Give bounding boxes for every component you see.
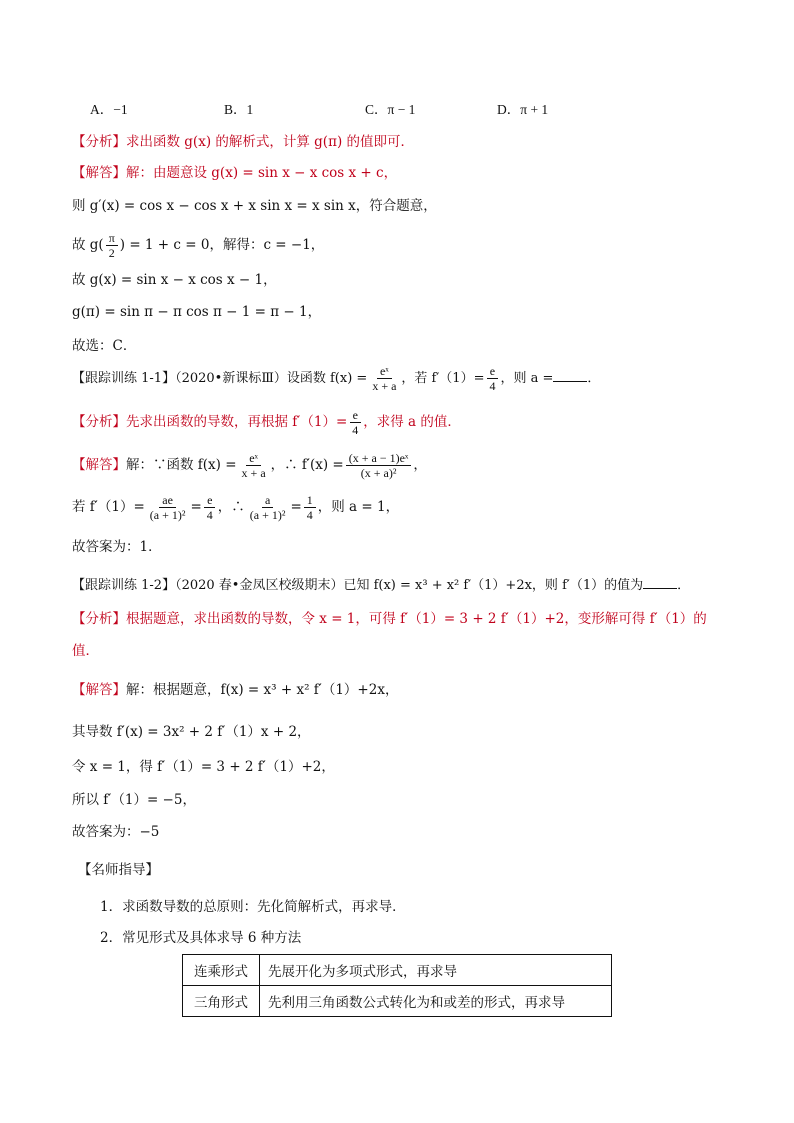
- q0-step4: g(π) = sin π − π cos π − 1 = π − 1，: [72, 304, 322, 320]
- fraction-numerator: eˣ: [377, 364, 392, 379]
- fraction-denominator: x + a: [241, 466, 266, 480]
- solution-text: 解：由题意设 g(x) = sin x − x cos x + c，: [126, 165, 398, 181]
- fraction: [204, 493, 216, 522]
- solution-mid: ，∴ f′(x) =: [270, 457, 344, 473]
- line2-mid3: =: [290, 499, 302, 515]
- fraction: [349, 408, 361, 437]
- q0-analysis: [72, 132, 414, 152]
- q2-solution: [72, 680, 398, 700]
- table-cell-method: 先利用三角函数公式转化为和或差的形式，再求导: [260, 986, 612, 1017]
- q1-analysis: [72, 405, 461, 439]
- fraction: [247, 493, 289, 522]
- step2-pre: 故 g(: [72, 237, 104, 253]
- analysis-tag: 【分析】: [72, 611, 126, 627]
- line2-mid: =: [190, 499, 202, 515]
- q1-title-post: ，则 a =: [500, 371, 554, 386]
- analysis-tag: 【分析】: [72, 414, 126, 430]
- fraction-numerator: ae: [159, 493, 176, 508]
- analysis-post: ，求得 a 的值．: [363, 414, 461, 430]
- table-row: [183, 955, 612, 986]
- table-cell-form: 三角形式: [183, 986, 260, 1017]
- option-c: C．π − 1: [365, 102, 416, 117]
- fraction-denominator: 4: [206, 508, 213, 522]
- analysis-tag: 【分析】: [72, 134, 126, 150]
- q0-step3: 故 g(x) = sin x − x cos x − 1，: [72, 272, 277, 288]
- q1-title-end: ．: [587, 371, 601, 386]
- fraction-numerator: e: [350, 408, 361, 423]
- q1-title: [72, 362, 600, 396]
- fraction-numerator: e: [204, 493, 215, 508]
- solution-tag: 【解答】: [72, 457, 126, 473]
- q1-answer: 故答案为：1．: [72, 539, 162, 555]
- guide-item-2: 2．常见形式及具体求导 6 种方法: [100, 930, 302, 946]
- fraction: [486, 364, 498, 393]
- q1-line2: [72, 490, 399, 524]
- option-b: B．1: [224, 102, 254, 117]
- option-a: A．−1: [90, 102, 128, 117]
- q0-step2: [72, 228, 324, 262]
- fraction-numerator: π: [106, 231, 118, 246]
- analysis-text: 求出函数 g(x) 的解析式，计算 g(π) 的值即可．: [126, 134, 415, 150]
- q2-analysis-cont: 值．: [72, 643, 99, 659]
- fraction-denominator: 4: [306, 508, 313, 522]
- methods-table: [182, 954, 612, 1017]
- q2-step1: 其导数 f′(x) = 3x² + 2 f′（1）x + 2，: [72, 724, 311, 740]
- answer-blank: [643, 576, 677, 589]
- line2-pre: 若 f′（1）=: [72, 499, 145, 515]
- q2-title: [72, 576, 690, 596]
- analysis-pre: 先求出函数的导数，再根据 f′（1）=: [126, 414, 348, 430]
- guide-title: 【名师指导】: [78, 862, 159, 878]
- fraction-numerator: 1: [304, 493, 316, 508]
- fraction-numerator: a: [262, 493, 273, 508]
- q2-title-pre: 【跟踪训练 1-2】（2020 春•金凤区校级期末）已知 f(x) = x³ + x² f′（1）+2x，则 f′（1）的值为: [72, 578, 644, 593]
- fraction-denominator: 2: [108, 246, 115, 260]
- q0-solution: [72, 163, 397, 183]
- fraction-denominator: x + a: [372, 379, 397, 393]
- fraction: [239, 451, 269, 480]
- analysis-line1: 根据题意，求出函数的导数，令 x = 1，可得 f′（1）= 3 + 2 f′（1）+2，变形解可得 f′（1）的: [126, 611, 707, 627]
- q0-conclusion: 故选：C．: [72, 338, 137, 354]
- solution-pre: 解：∵函数 f(x) =: [126, 457, 237, 473]
- q2-step3: 所以 f′（1）= −5，: [72, 792, 196, 808]
- q2-analysis: [72, 609, 707, 629]
- options-row: [72, 100, 722, 120]
- option-d: D．π + 1: [497, 102, 549, 117]
- fraction-numerator: eˣ: [246, 451, 261, 466]
- fraction: [106, 231, 118, 260]
- q2-step2: 令 x = 1，得 f′（1）= 3 + 2 f′（1）+2，: [72, 759, 335, 775]
- fraction: [346, 451, 412, 480]
- fraction-denominator: 4: [489, 379, 496, 393]
- fraction-denominator: (a + 1)²: [149, 508, 186, 522]
- q1-title-mid: ，若 f′（1）=: [401, 371, 485, 386]
- solution-tag: 【解答】: [72, 165, 126, 181]
- fraction: [369, 364, 399, 393]
- fraction-numerator: (x + a − 1)eˣ: [346, 451, 412, 466]
- table-row: [183, 986, 612, 1017]
- fraction-numerator: e: [487, 364, 498, 379]
- q2-title-end: ．: [677, 578, 691, 593]
- line2-post: ，则 a = 1，: [317, 499, 400, 515]
- q1-solution: [72, 448, 427, 482]
- fraction: [147, 493, 189, 522]
- line2-mid2: ，∴: [217, 499, 245, 515]
- q2-answer: 故答案为：−5: [72, 824, 160, 840]
- guide-item-1: 1．求函数导数的总原则：先化简解析式，再求导．: [100, 899, 406, 915]
- solution-post: ，: [413, 457, 427, 473]
- table-cell-method: 先展开化为多项式形式，再求导: [260, 955, 612, 986]
- solution-tag: 【解答】: [72, 682, 126, 698]
- fraction: [304, 493, 316, 522]
- q0-step1: 则 g′(x) = cos x − cos x + x sin x = x sin x，符合题意，: [72, 198, 437, 214]
- fraction-denominator: (x + a)²: [360, 466, 397, 480]
- q1-title-pre: 【跟踪训练 1-1】（2020•新课标Ⅲ）设函数 f(x) =: [72, 371, 368, 386]
- solution-text: 解：根据题意，f(x) = x³ + x² f′（1）+2x，: [126, 682, 399, 698]
- fraction-denominator: (a + 1)²: [249, 508, 286, 522]
- fraction-denominator: 4: [352, 423, 359, 437]
- step2-post: ) = 1 + c = 0，解得：c = −1，: [119, 237, 325, 253]
- table-cell-form: 连乘形式: [183, 955, 260, 986]
- answer-blank: [553, 369, 587, 382]
